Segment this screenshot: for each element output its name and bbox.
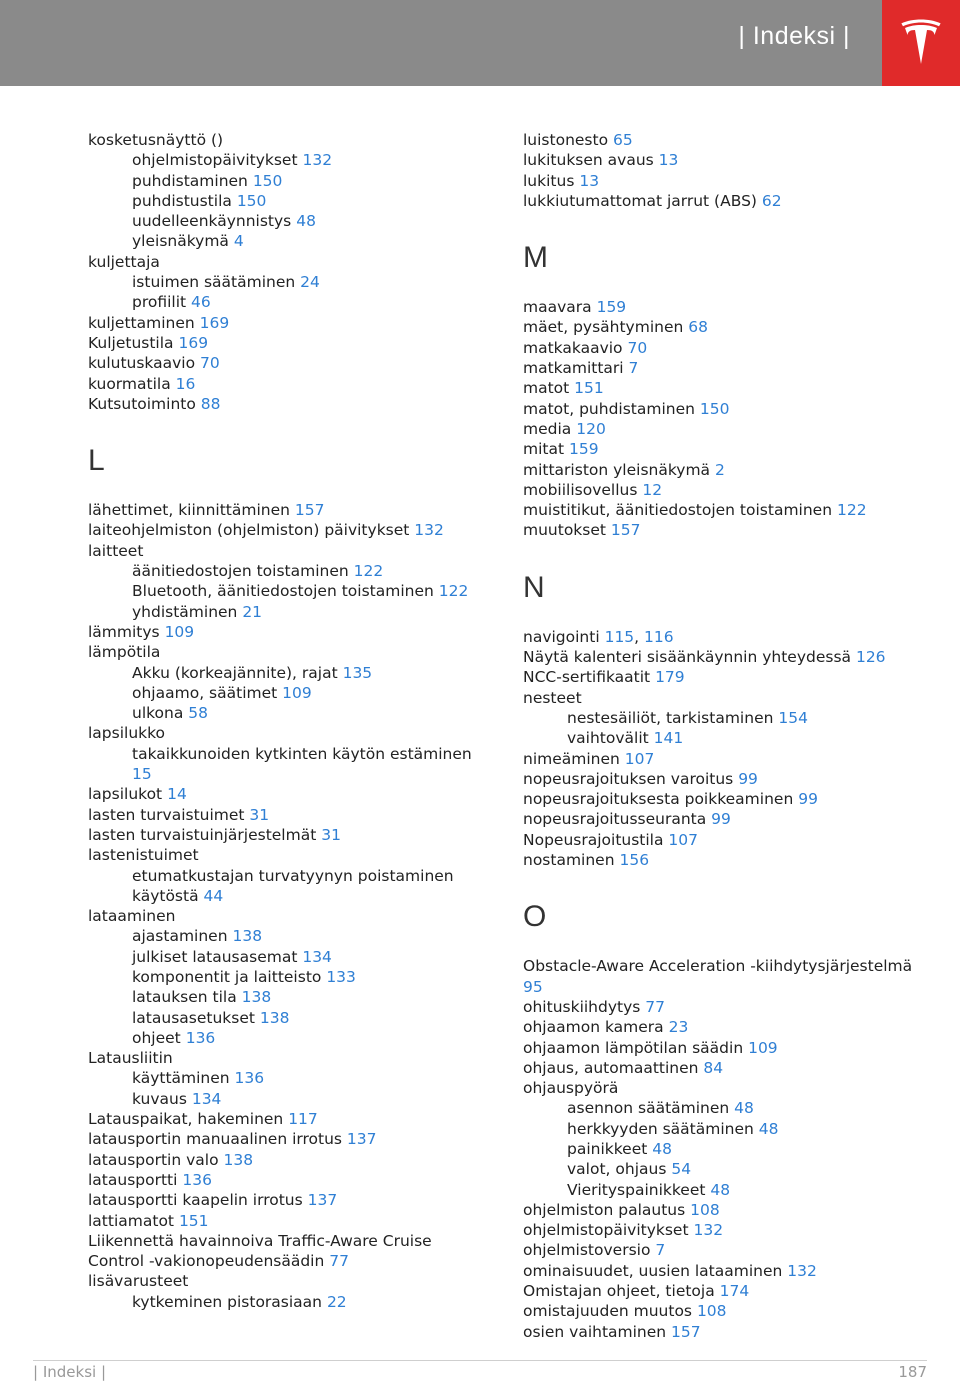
page-link[interactable]: 109	[748, 1038, 778, 1057]
index-term: ominaisuudet, uusien lataaminen	[523, 1261, 788, 1280]
index-term: kuvaus	[132, 1089, 192, 1108]
page-link[interactable]: 70	[200, 354, 220, 373]
page-link[interactable]: 99	[738, 769, 758, 788]
index-term: lämmitys	[88, 622, 165, 641]
page-link[interactable]: 137	[346, 1130, 377, 1149]
index-entry	[523, 830, 933, 850]
page-link[interactable]: 150	[252, 171, 283, 190]
index-entry	[523, 789, 933, 809]
index-term: Latauspaikat, hakeminen	[88, 1110, 289, 1129]
index-term: omistajuuden muutos	[523, 1302, 697, 1321]
index-term: Bluetooth, äänitiedostojen toistaminen	[132, 582, 439, 601]
index-entry	[88, 723, 488, 743]
index-entry	[88, 845, 488, 865]
index-subentry	[88, 1089, 488, 1109]
header-title: | Indeksi |	[738, 22, 850, 50]
index-entry	[523, 130, 933, 150]
index-entry	[523, 171, 933, 191]
index-entry	[523, 647, 933, 667]
index-term: yhdistäminen	[132, 602, 243, 621]
index-term: Obstacle-Aware Acceleration -kiihdytysjärjestelmä	[523, 957, 913, 976]
index-term: ohituskiihdytys	[523, 997, 646, 1016]
index-subentry	[88, 231, 488, 251]
index-term: lapsilukot	[88, 785, 168, 804]
index-entry	[88, 541, 488, 561]
page-header	[0, 0, 960, 86]
page-link[interactable]: 107	[668, 830, 699, 849]
index-entry	[523, 460, 933, 480]
index-subentry	[88, 663, 488, 683]
page-link[interactable]: 48	[710, 1180, 731, 1199]
index-subentry	[523, 1159, 933, 1179]
index-entry	[523, 1240, 933, 1260]
index-subentry	[523, 708, 933, 728]
index-term: lukituksen avaus	[523, 151, 659, 170]
index-term: istuimen säätäminen	[132, 273, 301, 292]
page-link[interactable]: 31	[249, 805, 270, 824]
page-link[interactable]: 174	[719, 1282, 750, 1301]
index-term: latausportti kaapelin irrotus	[88, 1191, 308, 1210]
index-term: yleisnäkymä	[132, 232, 234, 251]
page-link[interactable]: 109	[282, 683, 312, 702]
index-term: profiilit	[132, 293, 192, 312]
page-link[interactable]: 150	[236, 191, 267, 210]
page-link[interactable]: 62	[761, 191, 782, 210]
page-link[interactable]: 132	[787, 1261, 817, 1280]
index-subentry	[88, 703, 488, 723]
index-column-right	[523, 130, 933, 1342]
index-term: Vierityspainikkeet	[567, 1180, 711, 1199]
index-term: kulutuskaavio	[88, 354, 201, 373]
index-term: Omistajan ohjeet, tietoja	[523, 1282, 720, 1301]
index-entry	[523, 688, 933, 708]
page-link[interactable]: 122	[353, 562, 384, 581]
index-entry	[523, 439, 933, 459]
index-term: mobiilisovellus	[523, 480, 643, 499]
index-entry	[88, 1170, 488, 1190]
index-term: ohjelmistopäivitykset	[523, 1221, 694, 1240]
page-link[interactable]: 115	[604, 627, 635, 646]
index-entry	[88, 500, 488, 520]
index-term: maavara	[523, 298, 597, 317]
page-link[interactable]: 48	[296, 212, 316, 231]
page-link[interactable]: 138	[232, 927, 263, 946]
index-entry	[523, 1322, 933, 1342]
page-link[interactable]: 132	[693, 1221, 724, 1240]
index-entry	[523, 297, 933, 317]
index-entry	[523, 997, 933, 1017]
index-subentry	[88, 272, 488, 292]
index-subentry	[88, 1068, 488, 1088]
page-link[interactable]: 135	[342, 663, 373, 682]
index-term: latausportti	[88, 1170, 183, 1189]
index-entry	[88, 353, 488, 373]
page-link[interactable]: 65	[613, 131, 633, 149]
index-entry	[88, 374, 488, 394]
index-term: mitat	[523, 440, 569, 459]
index-term: nopeusrajoitusseuranta	[523, 810, 712, 829]
index-entry	[523, 1281, 933, 1301]
footer-divider	[33, 1360, 927, 1361]
page-link[interactable]: 77	[645, 997, 666, 1016]
index-entry	[88, 1109, 488, 1129]
index-term: matkamittari	[523, 359, 629, 378]
page-link[interactable]: 22	[326, 1292, 347, 1311]
page-link[interactable]: 151	[178, 1211, 209, 1230]
index-subentry	[523, 1119, 933, 1139]
index-term: Nopeusrajoitustila	[523, 830, 669, 849]
page-link[interactable]: 136	[234, 1069, 265, 1088]
page-link[interactable]: 109	[164, 622, 195, 641]
index-term: ohjauspyörä	[523, 1079, 619, 1098]
index-subentry	[88, 561, 488, 581]
index-entry	[88, 622, 488, 642]
page-link[interactable]: 126	[855, 648, 886, 667]
page-link[interactable]: 44	[203, 886, 224, 905]
page-link[interactable]: 46	[191, 293, 211, 312]
index-term: nesteet	[523, 688, 582, 707]
index-term: latausportin valo	[88, 1150, 224, 1169]
index-term: vaihtovälit	[567, 729, 654, 748]
index-term: ajastaminen	[132, 927, 233, 946]
index-entry	[523, 1220, 933, 1240]
index-term: mittariston yleisnäkymä	[523, 460, 715, 479]
index-term: kuormatila	[88, 374, 176, 393]
index-subentry	[88, 866, 488, 907]
page-link[interactable]: 157	[294, 501, 325, 520]
index-term: puhdistustila	[132, 191, 237, 210]
page-link[interactable]: 84	[703, 1058, 724, 1077]
index-term: ohjaamon kamera	[523, 1018, 669, 1037]
index-subentry	[88, 926, 488, 946]
index-entry	[523, 850, 933, 870]
index-term: etumatkustajan turvatyynyn poistaminen käytöstä	[132, 866, 454, 905]
page-link[interactable]: 107	[624, 749, 655, 768]
index-term: ohjaamo, säätimet	[132, 683, 283, 702]
index-entry	[88, 784, 488, 804]
index-term: latausasetukset	[132, 1008, 260, 1027]
index-entry	[523, 480, 933, 500]
page-link[interactable]: 13	[658, 151, 679, 170]
index-entry	[523, 1078, 933, 1098]
index-term: ohjeet	[132, 1028, 186, 1047]
page-link[interactable]: 108	[696, 1302, 727, 1321]
index-subentry	[88, 1028, 488, 1048]
index-term: navigointi	[523, 627, 605, 646]
index-entry	[523, 378, 933, 398]
index-entry	[523, 419, 933, 439]
page-link[interactable]: 151	[574, 379, 604, 398]
page-link[interactable]: 15	[132, 765, 152, 784]
index-term: laitteet	[88, 541, 144, 560]
index-term: puhdistaminen	[132, 171, 253, 190]
page-link[interactable]: 14	[167, 785, 187, 804]
index-subentry	[523, 728, 933, 748]
page-link[interactable]: 138	[259, 1008, 290, 1027]
index-entry	[88, 1190, 488, 1210]
index-term: lähettimet, kiinnittäminen	[88, 501, 295, 520]
page-link[interactable]: 48	[734, 1099, 754, 1118]
page-link[interactable]: 58	[188, 704, 209, 723]
index-term: muutokset	[523, 521, 611, 540]
footer-section-label: | Indeksi |	[33, 1363, 106, 1381]
index-entry	[88, 130, 488, 150]
page-link[interactable]: 70	[627, 338, 648, 357]
index-term: osien vaihtaminen	[523, 1322, 672, 1341]
index-subentry	[88, 987, 488, 1007]
index-entry	[523, 500, 933, 520]
page-link[interactable]: 4	[233, 232, 244, 251]
index-column-left	[88, 130, 488, 1312]
index-subentry	[88, 581, 488, 601]
page-link[interactable]: 99	[798, 790, 818, 809]
index-term: matkakaavio	[523, 338, 628, 357]
tesla-logo-icon	[901, 18, 941, 64]
index-entry	[523, 317, 933, 337]
index-term: lataaminen	[88, 907, 176, 926]
page-link[interactable]: 68	[688, 318, 708, 337]
index-entry	[88, 1129, 488, 1149]
index-term: nopeusrajoituksen varoitus	[523, 769, 739, 788]
index-term: nimeäminen	[523, 749, 625, 768]
footer-page-number: 187	[898, 1363, 927, 1381]
index-term: lukitus	[523, 171, 580, 190]
page-link[interactable]: 157	[671, 1322, 701, 1341]
index-term: latauksen tila	[132, 988, 242, 1007]
index-entry	[88, 906, 488, 926]
index-subentry	[88, 191, 488, 211]
index-entry	[88, 520, 488, 540]
index-letter-heading: O	[523, 900, 547, 934]
page-link[interactable]: 24	[300, 273, 320, 292]
index-entry	[523, 1038, 933, 1058]
index-subentry	[88, 211, 488, 231]
index-term: matot, puhdistaminen	[523, 399, 700, 418]
index-subentry	[523, 1139, 933, 1159]
index-term: nostaminen	[523, 851, 620, 870]
page-link[interactable]: 136	[182, 1170, 212, 1189]
page-link[interactable]: 179	[655, 668, 685, 687]
index-entry	[88, 1150, 488, 1170]
page-link[interactable]: 150	[699, 399, 730, 418]
index-entry	[523, 399, 933, 419]
index-term: Näytä kalenteri sisäänkäynnin yhteydessä	[523, 648, 856, 667]
page-link[interactable]: 122	[836, 501, 867, 520]
index-entry	[88, 1048, 488, 1068]
index-subentry	[88, 292, 488, 312]
index-entry	[523, 1301, 933, 1321]
index-subentry	[523, 1098, 933, 1118]
index-term: ohjelmistoversio	[523, 1241, 656, 1260]
page-link[interactable]: 154	[778, 708, 808, 727]
index-subentry	[88, 967, 488, 987]
index-term: lämpötila	[88, 643, 161, 662]
index-term: lasten turvaistuinjärjestelmät	[88, 825, 322, 844]
page-link[interactable]: 138	[223, 1150, 254, 1169]
index-term: Latausliitin	[88, 1049, 173, 1068]
index-entry	[523, 1200, 933, 1220]
index-term: lisävarusteet	[88, 1272, 189, 1291]
index-entry	[88, 642, 488, 662]
index-subentry	[88, 171, 488, 191]
index-term: käyttäminen	[132, 1069, 235, 1088]
page-link[interactable]: 21	[242, 602, 263, 621]
index-subentry	[88, 150, 488, 170]
index-entry	[523, 191, 933, 211]
page-link[interactable]: 132	[302, 151, 333, 170]
page-link[interactable]: 12	[642, 480, 663, 499]
index-entry	[88, 825, 488, 845]
page-link[interactable]: 137	[307, 1191, 338, 1210]
index-term: kuljettaja	[88, 252, 160, 271]
index-entry	[523, 358, 933, 378]
page-link[interactable]: 156	[619, 851, 650, 870]
index-term: lattiamatot	[88, 1211, 179, 1230]
page-link[interactable]: 88	[200, 394, 221, 413]
page-link[interactable]: 169	[199, 313, 230, 332]
index-term: äänitiedostojen toistaminen	[132, 562, 354, 581]
page-link[interactable]: 134	[302, 947, 332, 966]
page-link[interactable]: 2	[714, 460, 725, 479]
index-subentry	[88, 1292, 488, 1312]
page-separator: ,	[634, 627, 645, 646]
page-link[interactable]: 95	[523, 977, 543, 996]
index-letter-heading: L	[88, 444, 105, 478]
index-entry	[523, 956, 933, 997]
index-term: luistonesto	[523, 131, 613, 149]
index-entry	[523, 627, 933, 647]
page-link[interactable]: 48	[652, 1139, 672, 1158]
index-term: lukkiutumattomat jarrut (ABS)	[523, 191, 762, 210]
index-subentry	[88, 744, 488, 785]
page-link[interactable]: 117	[288, 1110, 318, 1129]
index-entry	[88, 1231, 488, 1272]
page-link[interactable]: 157	[610, 521, 641, 540]
page-link[interactable]: 132	[414, 521, 444, 540]
index-term: NCC-sertifikaatit	[523, 668, 656, 687]
page-link[interactable]: 134	[191, 1089, 222, 1108]
index-term: ohjelmiston palautus	[523, 1200, 691, 1219]
index-entry	[88, 805, 488, 825]
page-link[interactable]: 99	[711, 810, 731, 829]
index-term: matot	[523, 379, 575, 398]
page-link[interactable]: 169	[178, 333, 209, 352]
page-link[interactable]: 16	[175, 374, 196, 393]
index-term: Kuljetustila	[88, 333, 179, 352]
page-link[interactable]: 122	[438, 582, 469, 601]
page-link[interactable]: 31	[321, 825, 341, 844]
index-entry	[523, 1017, 933, 1037]
index-term: laiteohjelmiston (ohjelmiston) päivitykset	[88, 521, 415, 540]
page-link[interactable]: 23	[668, 1018, 689, 1037]
index-letter-heading: N	[523, 570, 545, 604]
page-link[interactable]: 7	[628, 359, 639, 378]
page-link[interactable]: 108	[690, 1200, 720, 1219]
index-entry	[523, 338, 933, 358]
index-entry	[88, 1271, 488, 1291]
index-term: painikkeet	[567, 1139, 653, 1158]
index-term: ohjaus, automaattinen	[523, 1058, 704, 1077]
index-entry	[523, 520, 933, 540]
index-term: ohjaamon lämpötilan säädin	[523, 1038, 749, 1057]
index-term: komponentit ja laitteisto	[132, 967, 327, 986]
index-entry	[523, 150, 933, 170]
index-term: ohjelmistopäivitykset	[132, 151, 303, 170]
page-link[interactable]: 133	[326, 967, 356, 986]
page-link[interactable]: 77	[329, 1252, 349, 1271]
index-term: lapsilukko	[88, 724, 166, 743]
index-term: nestesäiliöt, tarkistaminen	[567, 708, 779, 727]
index-term: kuljettaminen	[88, 313, 200, 332]
index-subentry	[88, 1008, 488, 1028]
index-term: valot, ohjaus	[567, 1160, 672, 1179]
page-link[interactable]: 116	[644, 627, 674, 646]
index-term: takaikkunoiden kytkinten käytön estäminen	[132, 744, 472, 763]
index-subentry	[88, 683, 488, 703]
index-entry	[523, 667, 933, 687]
index-letter-heading: M	[523, 241, 548, 275]
index-term: ulkona	[132, 704, 189, 723]
index-term: muistitikut, äänitiedostojen toistaminen	[523, 501, 837, 520]
page-link[interactable]: 120	[576, 419, 606, 438]
page-link[interactable]: 54	[671, 1160, 692, 1179]
index-subentry	[88, 947, 488, 967]
page-link[interactable]: 159	[596, 298, 627, 317]
page-link[interactable]: 13	[579, 171, 600, 190]
index-term: mäet, pysähtyminen	[523, 318, 689, 337]
page-link[interactable]: 141	[653, 729, 684, 748]
index-entry	[88, 252, 488, 272]
index-term: media	[523, 419, 577, 438]
index-entry	[523, 769, 933, 789]
page-link[interactable]: 48	[758, 1119, 779, 1138]
index-entry	[523, 1058, 933, 1078]
index-term: herkkyyden säätäminen	[567, 1119, 759, 1138]
index-term: kytkeminen pistorasiaan	[132, 1292, 327, 1311]
index-entry	[523, 809, 933, 829]
index-entry	[523, 749, 933, 769]
index-subentry	[88, 602, 488, 622]
index-term: nopeusrajoituksesta poikkeaminen	[523, 790, 799, 809]
page-link[interactable]: 136	[185, 1028, 216, 1047]
index-term: Kutsutoiminto	[88, 394, 201, 413]
tesla-logo	[882, 0, 960, 86]
index-term: julkiset latausasemat	[132, 947, 303, 966]
index-entry	[88, 394, 488, 414]
index-term: uudelleenkäynnistys	[132, 212, 297, 231]
index-entry	[88, 333, 488, 353]
index-term: latausportin manuaalinen irrotus	[88, 1130, 347, 1149]
index-term: kosketusnäyttö ()	[88, 131, 224, 149]
index-term: lasten turvaistuimet	[88, 805, 250, 824]
page-link[interactable]: 138	[241, 988, 272, 1007]
page-link[interactable]: 7	[655, 1241, 666, 1260]
index-entry	[88, 313, 488, 333]
index-entry	[88, 1211, 488, 1231]
index-term: Liikennettä havainnoiva Traffic-Aware Cruise Control -vakionopeudensäädin	[88, 1231, 432, 1271]
index-term: asennon säätäminen	[567, 1099, 735, 1118]
page-link[interactable]: 159	[569, 440, 599, 459]
index-entry	[523, 1261, 933, 1281]
index-subentry	[523, 1180, 933, 1200]
index-term: lastenistuimet	[88, 846, 199, 865]
index-term: Akku (korkeajännite), rajat	[132, 663, 343, 682]
